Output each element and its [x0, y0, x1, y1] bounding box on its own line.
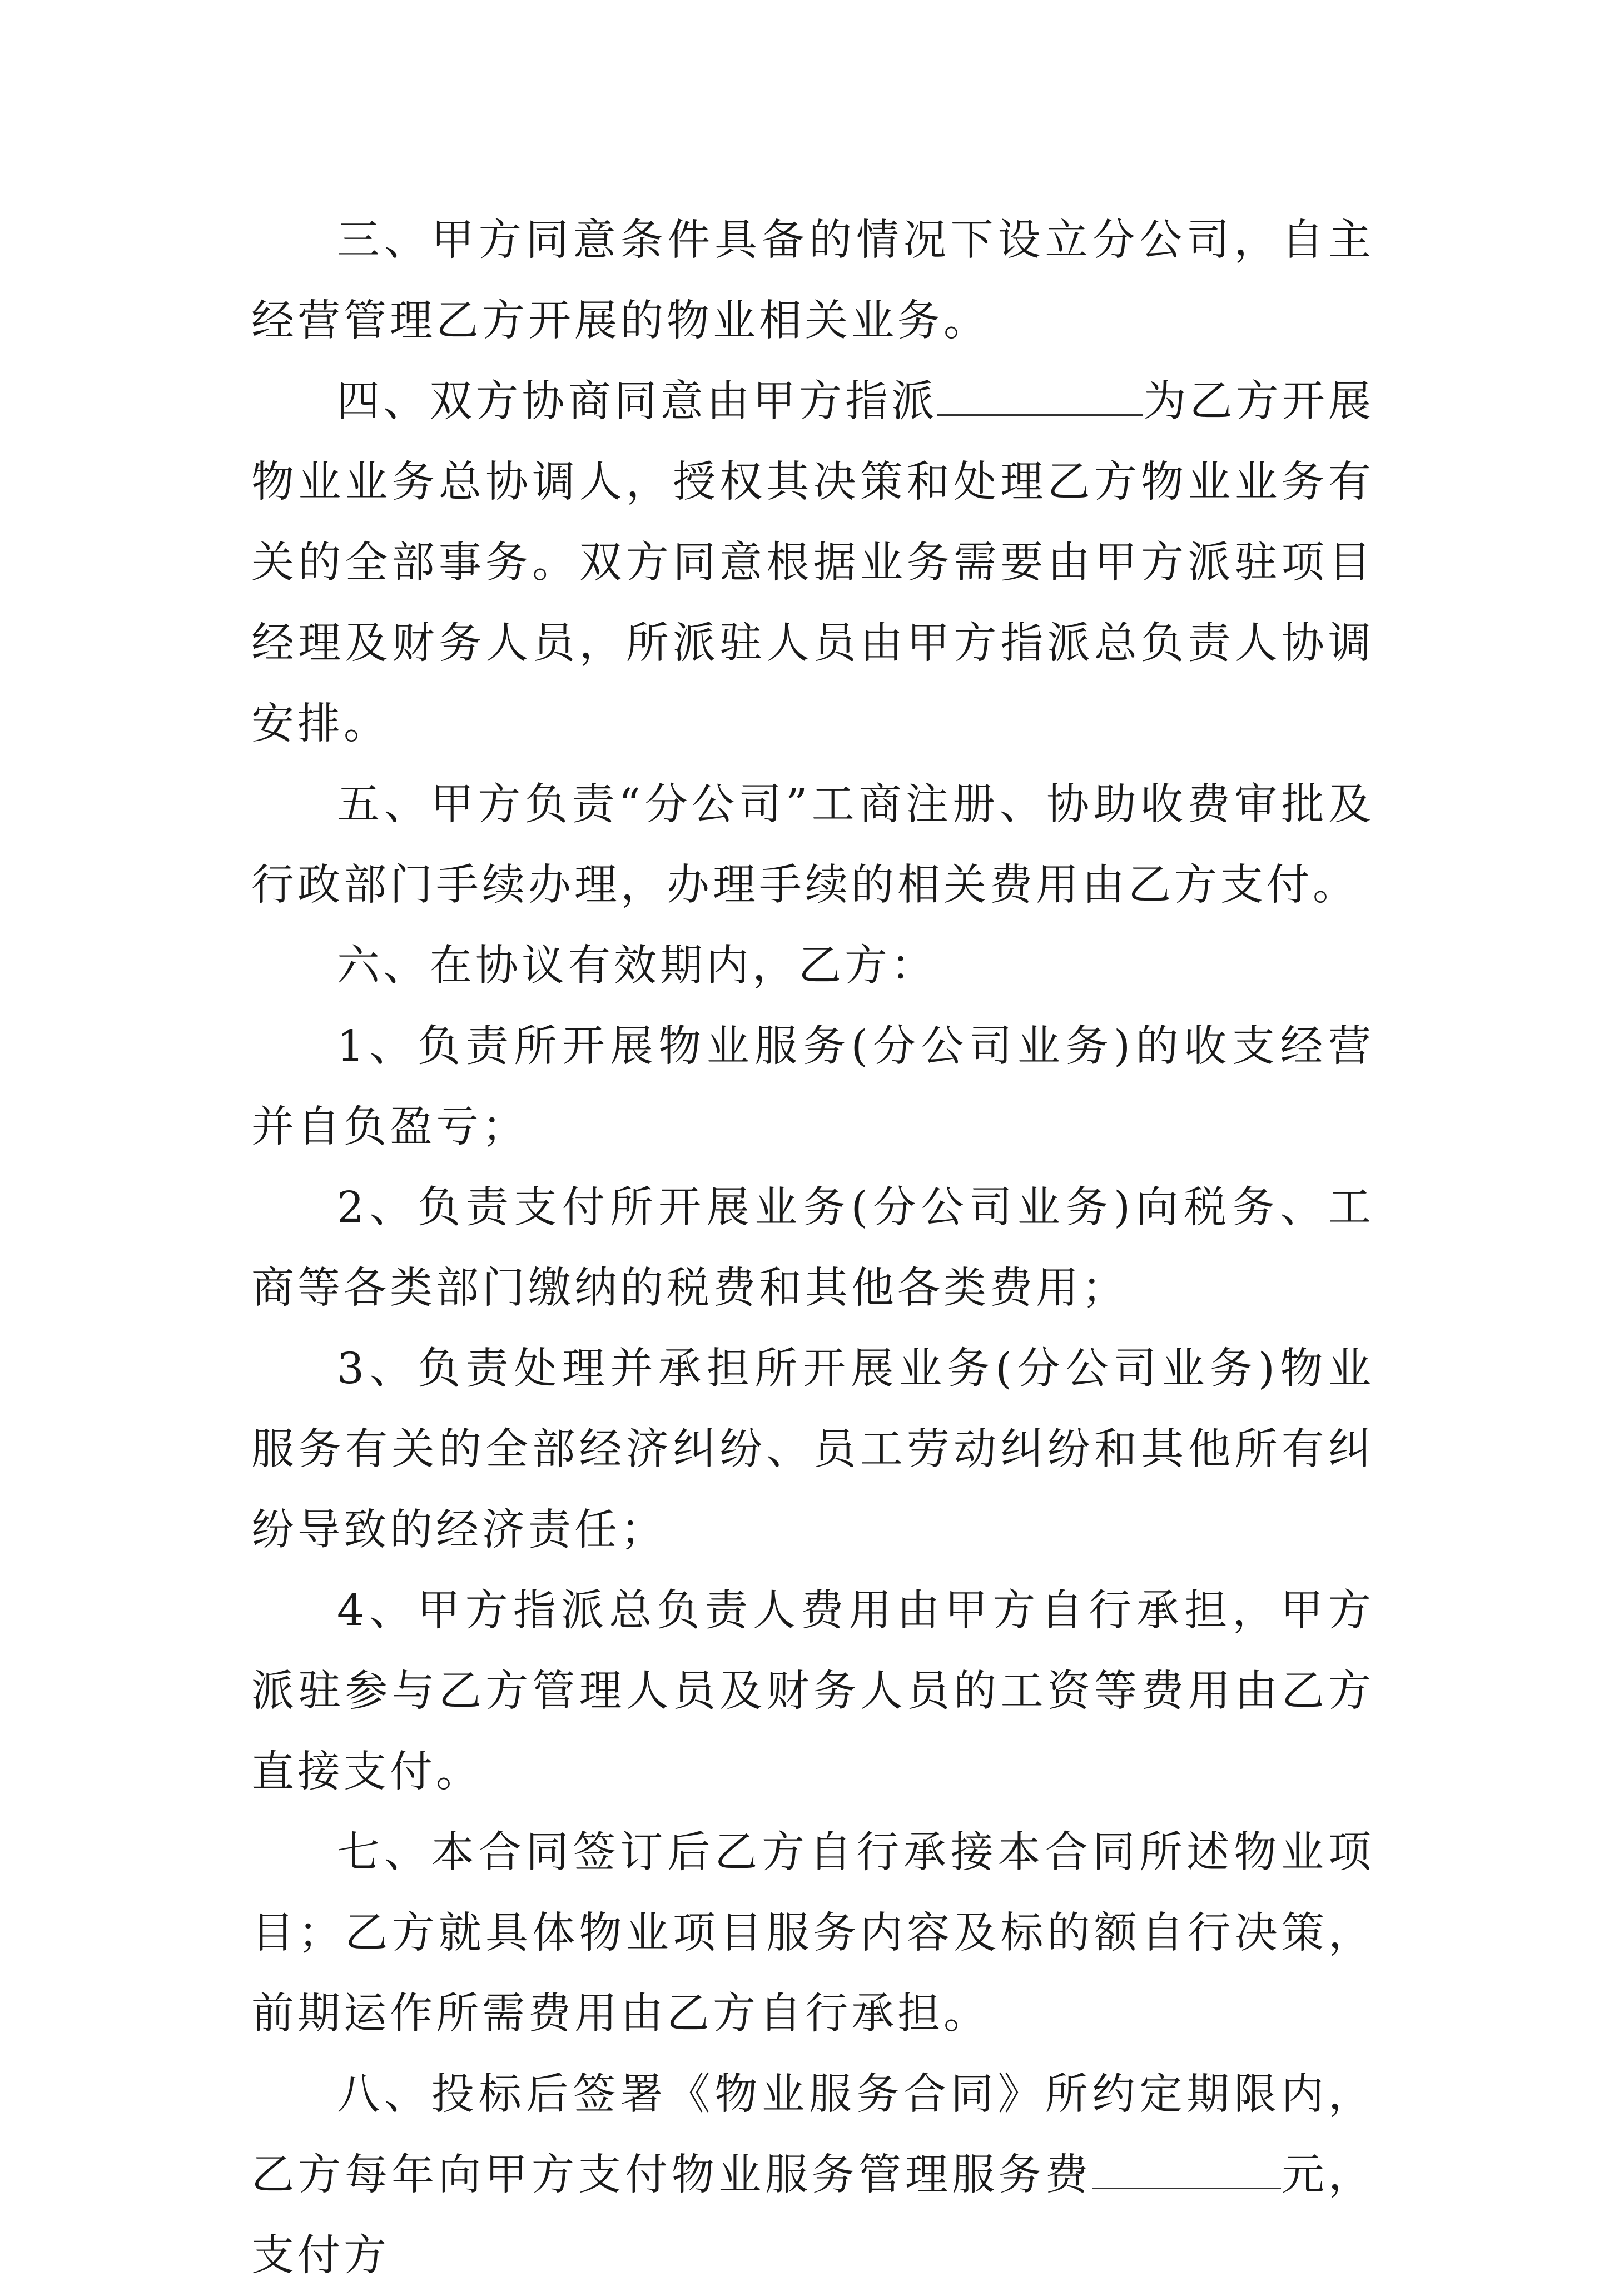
clause-8-text-before: 八、投标后签署《物业服务合同》所约定期限内，乙方每年向甲方支付物业服务管理服务费	[251, 2070, 1374, 2200]
clause-4	[251, 361, 1374, 764]
clause-4-text-before: 四、双方协商同意由甲方指派	[337, 377, 938, 426]
clause-8-text-after: 元，支付方	[251, 2150, 1374, 2280]
clause-3-text: 三、甲方同意条件具备的情况下设立分公司，自主经营管理乙方开展的物业相关业务。	[251, 216, 1374, 346]
clause-6-item-2	[251, 1167, 1374, 1329]
clause-8	[251, 2054, 1374, 2296]
service-fee-amount-blank	[1092, 2153, 1281, 2189]
clause-3	[251, 200, 1374, 361]
clause-4-text-after: 为乙方开展物业业务总协调人，授权其决策和处理乙方物业业务有关的全部事务。双方同意根据业务需要由甲方派驻项目经理及财务人员，所派驻人员由甲方指派总负责人协调安排。	[251, 377, 1375, 749]
clause-6	[251, 926, 1374, 1006]
clause-6-item-4-text: 4、甲方指派总负责人费用由甲方自行承担，甲方派驻参与乙方管理人员及财务人员的工资等费用由乙方直接支付。	[251, 1586, 1374, 1797]
clause-7-text: 七、本合同签订后乙方自行承接本合同所述物业项目；乙方就具体物业项目服务内容及标的额自行决策，前期运作所需费用由乙方自行承担。	[251, 1828, 1374, 2039]
clause-6-item-4	[251, 1571, 1374, 1812]
coordinator-name-blank	[937, 380, 1143, 416]
clause-6-item-3-text: 3、负责处理并承担所开展业务(分公司业务)物业服务有关的全部经济纠纷、员工劳动纠纷和其他所有纠纷导致的经济责任；	[251, 1344, 1374, 1555]
clause-7	[251, 1812, 1374, 2054]
clause-6-text: 六、在协议有效期内，乙方：	[337, 941, 937, 991]
clause-6-item-1-text: 1、负责所开展物业服务(分公司业务)的收支经营并自负盈亏；	[251, 1022, 1374, 1152]
clause-6-item-1	[251, 1006, 1374, 1167]
document-body	[251, 200, 1374, 2296]
clause-5	[251, 764, 1374, 926]
clause-6-item-3	[251, 1329, 1374, 1571]
clause-6-item-2-text: 2、负责支付所开展业务(分公司业务)向税务、工商等各类部门缴纳的税费和其他各类费用；	[251, 1183, 1374, 1313]
clause-5-text: 五、甲方负责“分公司”工商注册、协助收费审批及行政部门手续办理，办理手续的相关费用由乙方支付。	[251, 780, 1374, 910]
